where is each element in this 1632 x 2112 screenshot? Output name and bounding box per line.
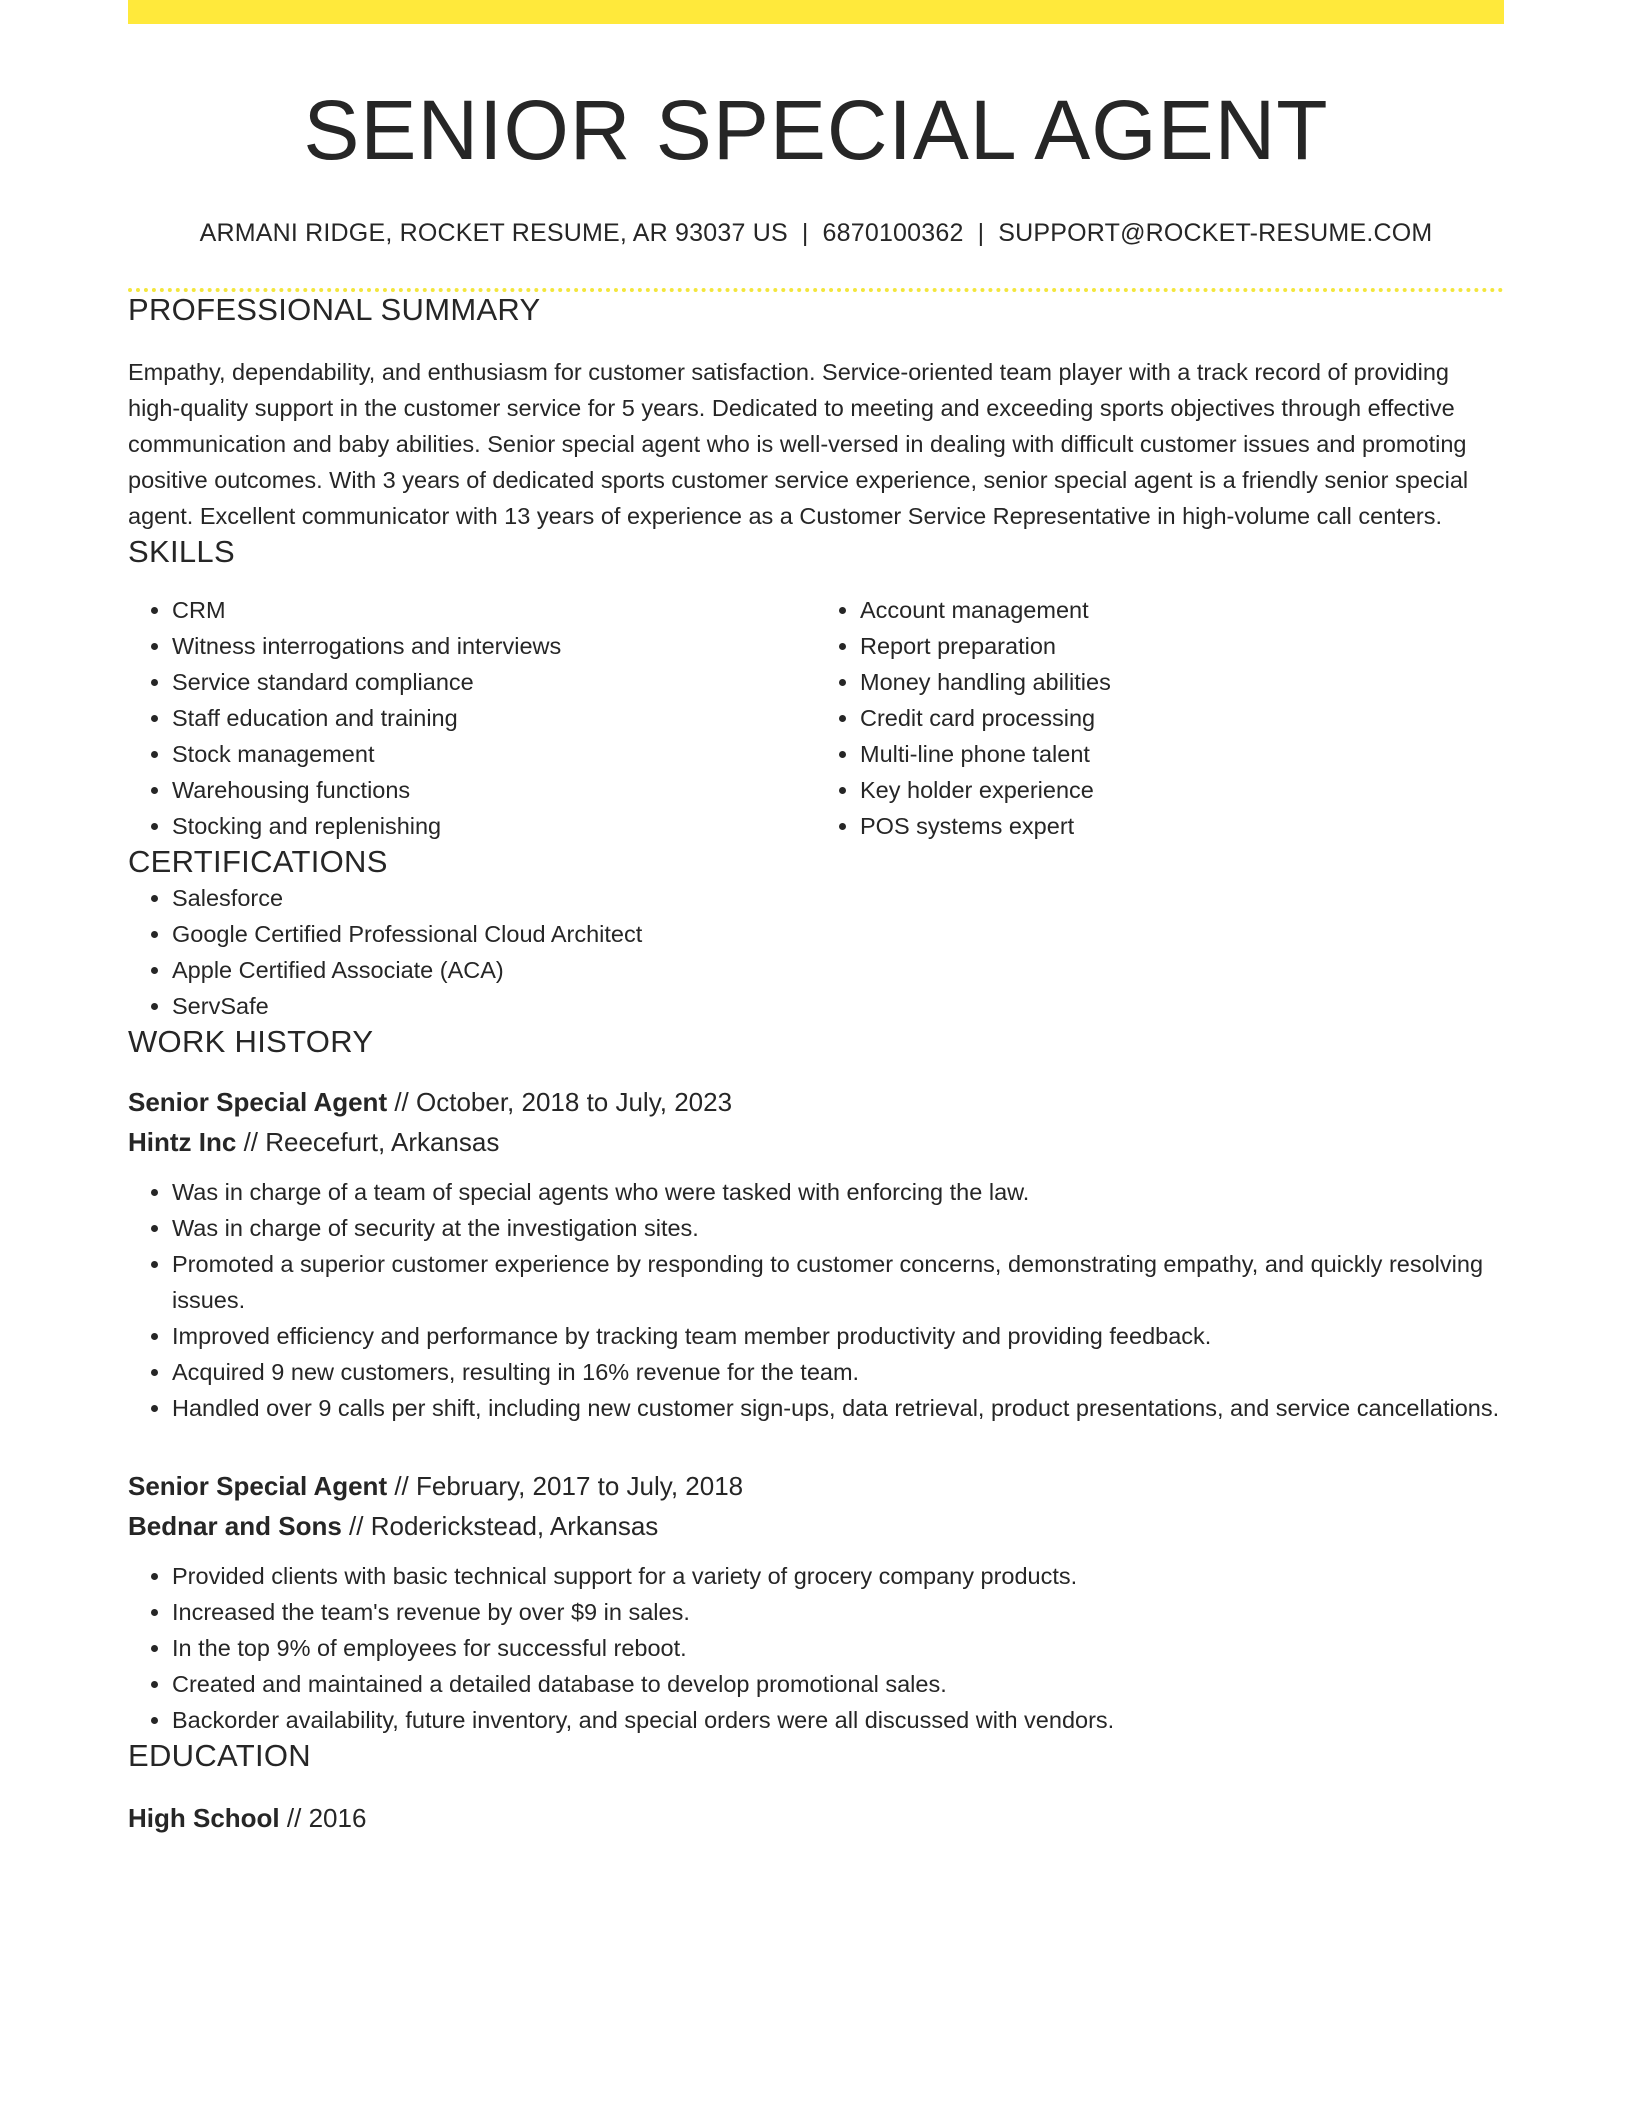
list-item: • Backorder availability, future inventory, and special orders were all discussed with vendors. xyxy=(172,1702,1504,1738)
section-title-certifications: CERTIFICATIONS xyxy=(128,844,388,879)
section-title-skills: SKILLS xyxy=(128,534,235,569)
education-school: High School xyxy=(128,1803,280,1833)
page-title: SENIOR SPECIAL AGENT xyxy=(303,83,1329,177)
list-item: • Provided clients with basic technical support for a variety of grocery company products. xyxy=(172,1558,1504,1594)
job-dates: // October, 2018 to July, 2023 xyxy=(387,1087,733,1117)
list-item: • Warehousing functions xyxy=(172,772,816,808)
job-entry xyxy=(128,1466,1504,1738)
list-item: • Staff education and training xyxy=(172,700,816,736)
list-item: • Improved efficiency and performance by tracking team member productivity and providing feedback. xyxy=(172,1318,1504,1354)
education-entry xyxy=(128,1798,1504,1838)
list-item: • POS systems expert xyxy=(860,808,1504,844)
skills-list-left xyxy=(128,592,816,844)
list-item: • Money handling abilities xyxy=(860,664,1504,700)
list-item: • In the top 9% of employees for successful reboot. xyxy=(172,1630,1504,1666)
section-title-education: EDUCATION xyxy=(128,1738,311,1773)
job-location: // Reecefurt, Arkansas xyxy=(236,1127,500,1157)
education-year: // 2016 xyxy=(279,1803,367,1833)
list-item: • Google Certified Professional Cloud Architect xyxy=(172,916,1504,952)
job-company: Bednar and Sons xyxy=(128,1511,342,1541)
list-item: • Apple Certified Associate (ACA) xyxy=(172,952,1504,988)
skills-list-right xyxy=(816,592,1504,844)
job-bullets xyxy=(128,1174,1504,1426)
address: ARMANI RIDGE, ROCKET RESUME, AR 93037 US xyxy=(199,219,788,247)
list-item: • Multi-line phone talent xyxy=(860,736,1504,772)
skills-columns xyxy=(128,592,1504,844)
job-company: Hintz Inc xyxy=(128,1127,237,1157)
list-item: • Credit card processing xyxy=(860,700,1504,736)
list-item: • Account management xyxy=(860,592,1504,628)
section-title-summary: PROFESSIONAL SUMMARY xyxy=(128,292,541,327)
job-bullets xyxy=(128,1558,1504,1738)
contact-line xyxy=(128,218,1504,248)
job-location: // Roderickstead, Arkansas xyxy=(341,1511,659,1541)
separator: | xyxy=(801,219,809,247)
list-item: • Handled over 9 calls per shift, including new customer sign-ups, data retrieval, product presentations, and service cancellations. xyxy=(172,1390,1504,1426)
email: SUPPORT@ROCKET-RESUME.COM xyxy=(998,219,1433,247)
section-title-work-history: WORK HISTORY xyxy=(128,1024,374,1059)
list-item: • Stocking and replenishing xyxy=(172,808,816,844)
separator: | xyxy=(977,219,985,247)
list-item: • Report preparation xyxy=(860,628,1504,664)
list-item: • Was in charge of security at the investigation sites. xyxy=(172,1210,1504,1246)
list-item: • CRM xyxy=(172,592,816,628)
list-item: • Acquired 9 new customers, resulting in 16% revenue for the team. xyxy=(172,1354,1504,1390)
job-company-line xyxy=(128,1122,1504,1162)
job-role: Senior Special Agent xyxy=(128,1471,388,1501)
list-item: • Promoted a superior customer experience by responding to customer concerns, demonstrating empathy, and quickly resolving issues. xyxy=(172,1246,1504,1318)
list-item: • ServSafe xyxy=(172,988,1504,1024)
list-item: • Service standard compliance xyxy=(172,664,816,700)
job-title-line xyxy=(128,1466,1504,1506)
job-entry xyxy=(128,1082,1504,1426)
job-role: Senior Special Agent xyxy=(128,1087,388,1117)
resume-content xyxy=(128,0,1504,1838)
list-item: • Key holder experience xyxy=(860,772,1504,808)
job-dates: // February, 2017 to July, 2018 xyxy=(387,1471,744,1501)
list-item: • Witness interrogations and interviews xyxy=(172,628,816,664)
list-item: • Was in charge of a team of special agents who were tasked with enforcing the law. xyxy=(172,1174,1504,1210)
list-item: • Stock management xyxy=(172,736,816,772)
list-item: • Created and maintained a detailed database to develop promotional sales. xyxy=(172,1666,1504,1702)
certifications-list xyxy=(128,880,1504,1024)
phone: 6870100362 xyxy=(822,219,964,247)
summary-text: Empathy, dependability, and enthusiasm for customer satisfaction. Service-oriented team player with a track record of providing high-quality support in the customer service for 5 years. Dedicated to meeting and exceeding sports objectives through effective communication and baby abilities. Senior special agent who is well-versed in dealing with difficult customer issues and promoting positive outcomes. With 3 years of dedicated sports customer service experience, senior special agent is a friendly senior special agent. Excellent communicator with 13 years of experience as a Customer Service Representative in high-volume call centers. xyxy=(128,359,1469,529)
list-item: • Salesforce xyxy=(172,880,1504,916)
job-company-line xyxy=(128,1506,1504,1546)
list-item: • Increased the team's revenue by over $9 in sales. xyxy=(172,1594,1504,1630)
job-title-line xyxy=(128,1082,1504,1122)
